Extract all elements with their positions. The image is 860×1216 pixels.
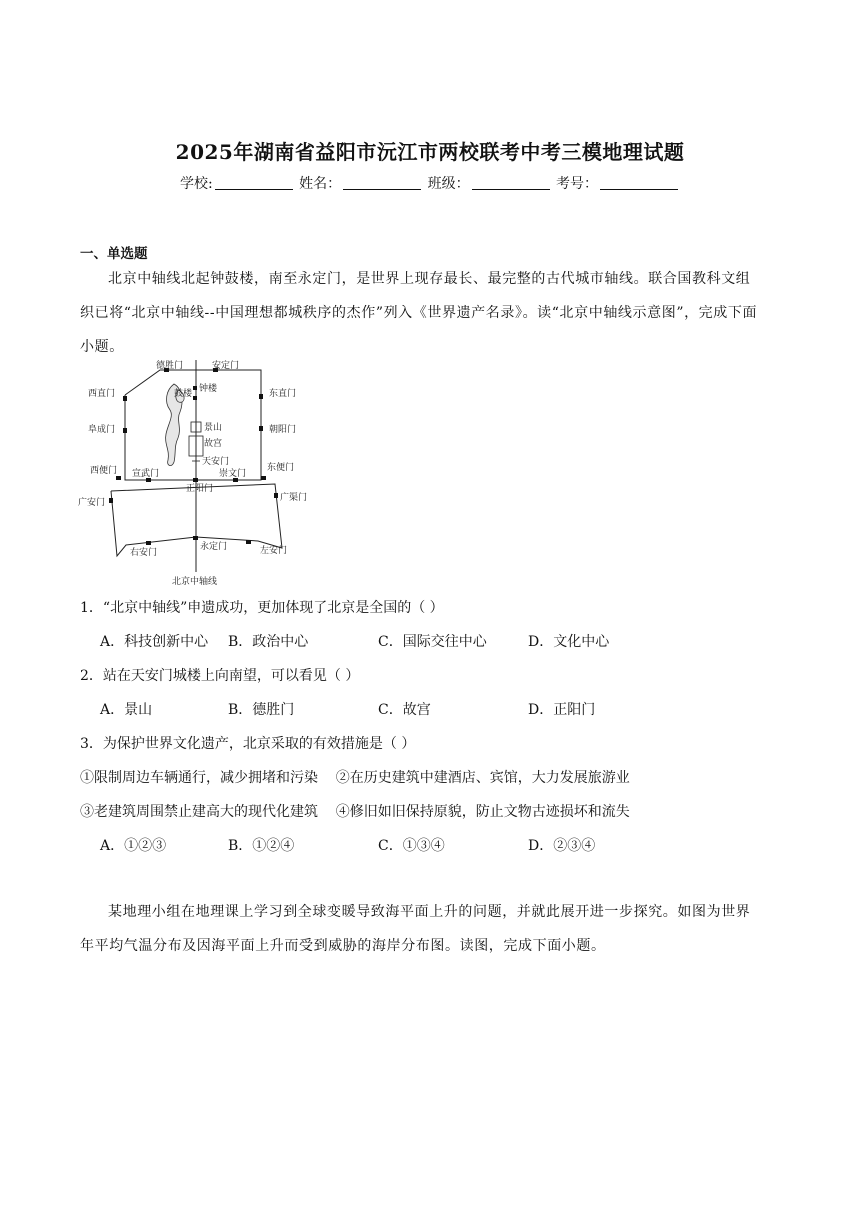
q2-option-b[interactable]: B．德胜门 [228,702,295,718]
passage-1-line: 小题。 [80,339,124,355]
passage-1 [80,262,780,364]
question-3-stem: 3．为保护世界文化遗产，北京采取的有效措施是（ ） [80,736,416,752]
label-zuoanmen: 左安门 [260,546,288,556]
label-deshengmen: 德胜门 [156,361,184,371]
q3-option-a[interactable]: A．①②③ [100,838,167,854]
q3-option-c[interactable]: C．①③④ [378,838,445,854]
q1-option-a[interactable]: A．科技创新中心 [100,634,209,650]
exam-number-blank[interactable] [600,175,678,190]
label-youanmen: 右安门 [130,548,158,558]
q1-option-b[interactable]: B．政治中心 [228,634,309,650]
question-1-stem: 1．“北京中轴线”申遗成功，更加体现了北京是全国的（ ） [80,600,444,616]
label-yongdingmen: 永定门 [200,542,228,552]
label-dongbianmen: 东便门 [267,463,295,473]
label-jingshan: 景山 [204,423,223,433]
q1-option-c[interactable]: C．国际交往中心 [378,634,487,650]
q3-statement-line: ③老建筑周围禁止建高大的现代化建筑 ④修旧如旧保持原貌，防止文物古迹损坏和流失 [80,804,630,820]
school-blank[interactable] [215,175,293,190]
label-zhengyangmen: 正阳门 [186,484,214,494]
label-chongwenmen: 崇文门 [219,469,247,479]
label-xuanwumen: 宣武门 [132,469,160,479]
label-xizhimen: 西直门 [88,389,116,399]
name-blank[interactable] [343,175,421,190]
school-label: 学校: [179,176,213,192]
beijing-axis-map [78,358,318,590]
label-guanganmen: 广安门 [78,498,106,508]
label-fuchengmen: 阜成门 [88,425,116,435]
page-title: 2025年湖南省益阳市沅江市两校联考中考三模地理试题 [175,140,685,164]
label-andingmen: 安定门 [212,361,240,371]
label-chaoyangmen: 朝阳门 [269,425,297,435]
label-xibianmen: 西便门 [90,466,118,476]
passage-2-line: 年平均气温分布及因海平面上升而受到威胁的海岸分布图。读图，完成下面小题。 [80,938,606,954]
passage-1-line: 织已将“北京中轴线--中国理想都城秩序的杰作”列入《世界遗产名录》。读“北京中轴线示意图”，完成下面 [80,305,758,321]
passage-1-line: 北京中轴线北起钟鼓楼，南至永定门，是世界上现存最长、最完整的古代城市轴线。联合国教科文组 [108,271,751,287]
q2-option-d[interactable]: D．正阳门 [528,702,596,718]
label-zhonglou: 钟楼 [199,384,218,394]
q3-option-b[interactable]: B．①②④ [228,838,295,854]
student-info-line [0,173,860,193]
q3-statement-line: ①限制周边车辆通行，减少拥堵和污染 ②在历史建筑中建酒店、宾馆，大力发展旅游业 [80,770,630,786]
label-gugong: 故宫 [204,439,223,449]
label-tiananmen: 天安门 [202,457,230,467]
label-axis: 北京中轴线 [172,577,218,587]
class-blank[interactable] [472,175,550,190]
label-gulou: 鼓楼 [174,389,193,399]
passage-2-line: 某地理小组在地理课上学习到全球变暖导致海平面上升的问题，并就此展开进一步探究。如图为世界 [108,904,751,920]
exam-number-label: 考号： [556,176,599,192]
label-dongzhimen: 东直门 [269,389,297,399]
label-guangqumen: 广渠门 [280,493,308,503]
class-label: 班级： [427,176,470,192]
question-2-stem: 2．站在天安门城楼上向南望，可以看见（ ） [80,668,360,684]
q2-option-a[interactable]: A．景山 [100,702,153,718]
passage-2 [80,895,780,963]
q2-option-c[interactable]: C．故宫 [378,702,431,718]
name-label: 姓名： [299,176,342,192]
q1-option-d[interactable]: D．文化中心 [528,634,610,650]
q3-option-d[interactable]: D．②③④ [528,838,596,854]
section-heading: 一、单选题 [80,246,148,262]
